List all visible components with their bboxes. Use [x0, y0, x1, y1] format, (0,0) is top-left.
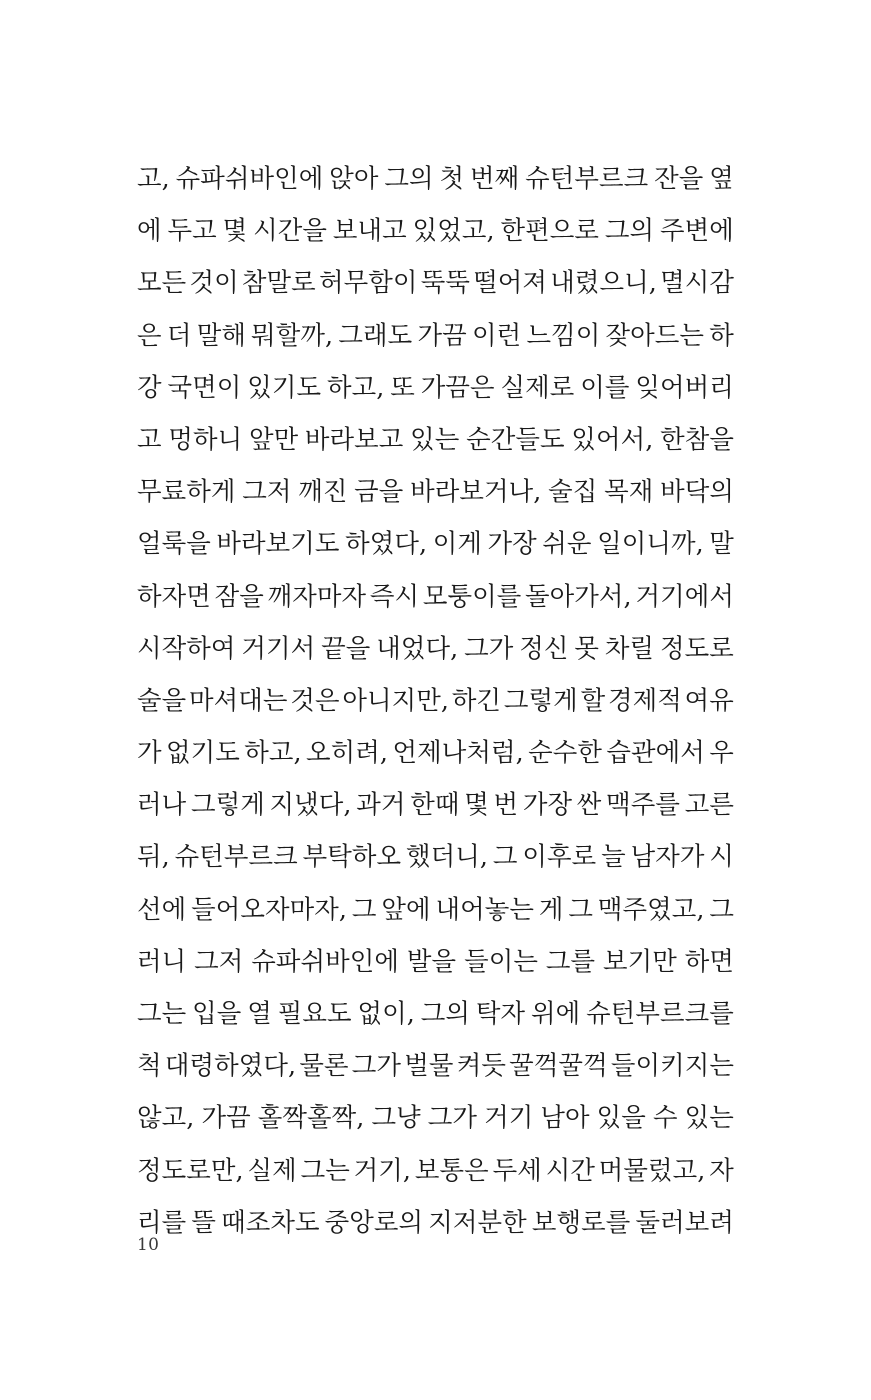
text-segment: 러나 [137, 789, 187, 820]
text-segment: 아니지만, [342, 684, 450, 715]
text-segment: 싼 [576, 789, 602, 820]
text-segment: 않고, [137, 1102, 195, 1133]
text-segment: 슈턴부르크 [174, 841, 298, 872]
text-segment: 앞에 [381, 893, 431, 924]
text-line [137, 413, 734, 465]
text-segment: 슈파쉬바인에 [251, 945, 400, 976]
text-segment: 지냈다, [269, 789, 352, 820]
text-segment: 그렇게 [190, 789, 265, 820]
text-segment: 순수한 [528, 737, 603, 768]
text-segment: 내었다, [376, 632, 459, 663]
text-segment: 주변에 [660, 215, 734, 246]
text-segment: 바닥의 [660, 476, 734, 507]
text-segment: 앉아 [329, 163, 379, 193]
text-segment: 그래도 [338, 319, 413, 350]
text-segment: 그저 [194, 945, 244, 976]
text-segment: 하고, [327, 371, 385, 402]
text-segment: 이런 [471, 319, 522, 350]
text-segment: 맥주를 [606, 789, 681, 820]
text-segment: 잔을 [654, 163, 704, 193]
text-segment: 무료하게 [137, 476, 236, 507]
text-segment: 것은 [290, 684, 340, 715]
text-line [137, 935, 734, 987]
text-segment: 번 [493, 789, 519, 820]
text-segment: 필요도 [277, 998, 352, 1028]
text-segment: 순간들도 [466, 423, 565, 454]
text-line [137, 987, 734, 1039]
text-segment: 열 [247, 998, 272, 1028]
text-segment: 그 [492, 841, 518, 872]
text-segment: 가끔 [201, 1102, 251, 1133]
text-segment: 자 [709, 1154, 734, 1185]
text-line [137, 1144, 734, 1196]
text-segment: 그 [709, 893, 734, 924]
text-segment: 있는 [410, 423, 460, 454]
text-segment: 중앙로의 [324, 1206, 424, 1237]
text-segment: 선에 [137, 893, 187, 924]
text-segment: 물론 [299, 1050, 349, 1081]
text-segment: 있어서, [571, 423, 654, 454]
text-segment: 가장 [487, 528, 537, 559]
text-segment: 돌아가서, [525, 580, 632, 611]
text-segment: 멍하니 [168, 423, 243, 454]
text-segment: 때조차도 [221, 1206, 320, 1237]
text-segment: 모퉁이를 [422, 580, 522, 611]
text-segment: 그는 [300, 1154, 350, 1185]
text-segment: 강 [137, 371, 162, 402]
text-segment: 과거 [356, 789, 406, 820]
text-segment: 남자가 [630, 841, 705, 872]
text-line [137, 1039, 734, 1091]
text-line [137, 570, 734, 622]
text-line [137, 726, 734, 778]
text-segment: 머물렀고, [598, 1154, 706, 1185]
text-segment: 우 [709, 737, 734, 768]
text-segment: 하면 [684, 945, 734, 976]
text-line [137, 204, 734, 256]
text-segment: 보기만 [602, 945, 677, 976]
text-segment: 여유 [684, 684, 734, 715]
text-segment: 둘러보려 [635, 1206, 734, 1237]
text-segment: 켜듯 [456, 1050, 506, 1081]
text-line [137, 1091, 734, 1143]
text-segment: 뭐할까, [251, 319, 334, 350]
text-segment: 하고, [244, 737, 302, 768]
text-segment: 내렸으니, [550, 267, 657, 298]
text-segment: 거기에서 [635, 580, 734, 611]
text-segment: 그가 [351, 1050, 402, 1081]
text-segment: 남아 [540, 1102, 590, 1133]
text-segment: 시간을 [253, 215, 328, 246]
text-segment: 홀짝홀짝, [257, 1102, 365, 1133]
text-segment: 깨진 [298, 476, 348, 507]
text-segment: 리를 [137, 1206, 187, 1237]
text-segment: 그는 [137, 998, 187, 1028]
text-line [137, 1196, 734, 1248]
text-segment: 거기, [353, 1154, 412, 1185]
text-segment: 경제적 [608, 684, 682, 715]
text-segment: 고른 [684, 789, 734, 820]
text-segment: 그냥 [371, 1102, 421, 1133]
text-segment: 옆 [709, 163, 734, 193]
text-segment: 발을 [406, 945, 457, 976]
text-segment: 들이는 [464, 945, 538, 976]
text-segment: 멸시감 [660, 267, 734, 298]
text-segment: 러니 [137, 945, 187, 976]
text-segment: 실제 [247, 1154, 297, 1185]
text-segment: 시간 [545, 1154, 595, 1185]
text-segment: 바라보기도 [216, 528, 340, 559]
text-segment: 잠을 [214, 580, 264, 611]
text-segment: 벌물 [404, 1050, 454, 1081]
text-segment: 시작하여 [137, 632, 236, 663]
text-segment: 앞만 [248, 423, 299, 454]
text-segment: 번째 [470, 163, 520, 193]
text-segment: 슈턴부르크 [525, 163, 649, 193]
text-segment: 말해 [196, 319, 246, 350]
text-segment: 실제로 [500, 371, 575, 402]
text-segment: 없기도 [166, 737, 240, 768]
text-segment: 고 [137, 423, 162, 454]
text-line [137, 465, 734, 517]
text-segment: 정도로 [660, 632, 734, 663]
text-segment: 들이키지는 [610, 1050, 734, 1081]
text-segment: 그저 [242, 476, 292, 507]
text-segment: 그의 [420, 998, 471, 1028]
text-segment: 참말로 [241, 267, 316, 298]
text-segment: 깨자마자 [267, 580, 367, 611]
text-segment: 가 [137, 737, 162, 768]
text-segment: 언제나처럼, [392, 737, 524, 768]
text-segment: 하자면 [137, 580, 211, 611]
text-line [137, 830, 734, 882]
text-segment: 일이니까, [597, 528, 704, 559]
text-segment: 이게 [432, 528, 482, 559]
text-segment: 고, [137, 163, 170, 193]
text-segment: 그가 [464, 632, 514, 663]
text-segment: 슈턴부르크를 [586, 998, 734, 1028]
text-segment: 그렇게 [503, 684, 578, 715]
text-segment: 보통은 [414, 1154, 489, 1185]
text-segment: 차릴 [604, 632, 655, 663]
text-segment: 말 [709, 528, 734, 559]
text-segment: 오히려, [306, 737, 389, 768]
text-segment: 바라보거나, [410, 476, 542, 507]
text-segment: 목재 [604, 476, 654, 507]
text-segment: 잦아드는 [605, 319, 705, 350]
text-segment: 그 [568, 893, 593, 924]
text-segment: 더 [166, 319, 192, 350]
text-segment: 모든 [137, 267, 187, 298]
text-segment: 두세 [492, 1154, 542, 1185]
text-segment: 술을 [137, 684, 187, 715]
text-line [137, 883, 734, 935]
text-segment: 지저분한 [428, 1206, 527, 1237]
text-segment: 그의 [384, 163, 434, 193]
text-segment: 입을 [192, 998, 242, 1028]
text-segment: 슈파쉬바인에 [175, 163, 324, 193]
text-segment: 있기도 [247, 371, 322, 402]
text-segment: 늘 [601, 841, 626, 872]
text-segment: 또 [390, 371, 415, 402]
text-segment: 정도로만, [137, 1154, 244, 1185]
text-segment: 거기서 [241, 632, 316, 663]
text-segment: 했더니, [406, 841, 489, 872]
text-segment: 못 [574, 632, 600, 663]
text-segment: 국면이 [167, 371, 242, 402]
text-line [137, 361, 734, 413]
text-segment: 대령하였다, [164, 1050, 297, 1081]
text-segment: 하였다, [345, 528, 428, 559]
text-segment: 마셔대는 [189, 684, 288, 715]
text-segment: 탁자 [475, 998, 526, 1028]
text-line [137, 256, 734, 308]
text-segment: 허무함이 [318, 267, 418, 298]
text-segment: 습관에서 [606, 737, 705, 768]
text-segment: 들어오자마자, [191, 893, 348, 924]
text-line [137, 152, 734, 204]
text-segment: 가끔은 [420, 371, 495, 402]
text-segment: 꿀꺽꿀꺽 [509, 1050, 608, 1081]
text-segment: 몇 [222, 215, 248, 246]
text-segment: 느낌이 [526, 319, 601, 350]
text-segment: 수 [652, 1102, 678, 1133]
text-segment: 잊어버리 [635, 371, 734, 402]
text-segment: 부탁하오 [302, 841, 402, 872]
text-segment: 보행로를 [531, 1206, 631, 1237]
text-segment: 한참을 [660, 423, 734, 454]
text-segment: 술집 [548, 476, 598, 507]
text-segment: 즉시 [369, 580, 420, 611]
text-segment: 가끔 [417, 319, 467, 350]
text-segment: 그의 [604, 215, 655, 246]
text-line [137, 778, 734, 830]
text-segment: 것이 [189, 267, 239, 298]
text-segment: 시 [709, 841, 734, 872]
text-segment: 끝을 [321, 632, 371, 663]
text-segment: 뚝뚝 [420, 267, 470, 298]
text-segment: 하 [709, 319, 734, 350]
page-number: 10 [137, 1235, 160, 1255]
text-segment: 쉬운 [542, 528, 592, 559]
text-line [137, 674, 734, 726]
text-segment: 이를 [580, 371, 630, 402]
text-segment: 에 [137, 215, 162, 246]
text-line [137, 309, 734, 361]
text-line [137, 622, 734, 674]
text-segment: 게 [538, 893, 564, 924]
text-segment: 보내고 [332, 215, 407, 246]
text-segment: 그 [351, 893, 377, 924]
text-segment: 얼룩을 [137, 528, 211, 559]
text-segment: 한때 [410, 789, 460, 820]
text-segment: 하긴 [451, 684, 502, 715]
text-segment: 있을 [596, 1102, 646, 1133]
text-segment: 뒤, [137, 841, 170, 872]
text-segment: 거기 [484, 1102, 534, 1133]
text-segment: 한편으로 [500, 215, 600, 246]
text-segment: 내어놓는 [435, 893, 534, 924]
text-segment: 이후로 [522, 841, 597, 872]
text-segment: 가장 [522, 789, 573, 820]
text-segment: 있었고, [412, 215, 495, 246]
text-segment: 떨어져 [473, 267, 548, 298]
text-segment: 있는 [684, 1102, 734, 1133]
text-segment: 그가 [427, 1102, 478, 1133]
text-segment: 맥주였고, [597, 893, 705, 924]
text-segment: 두고 [167, 215, 217, 246]
text-segment: 없이, [357, 998, 415, 1028]
body-text-block [137, 152, 734, 1248]
text-segment: 금을 [354, 476, 404, 507]
text-segment: 척 [137, 1050, 162, 1081]
text-segment: 할 [580, 684, 606, 715]
text-line [137, 517, 734, 569]
text-segment: 정신 [519, 632, 569, 663]
text-segment: 은 [137, 319, 162, 350]
text-segment: 그를 [545, 945, 596, 976]
text-segment: 바라보고 [304, 423, 404, 454]
text-segment: 몇 [464, 789, 489, 820]
text-segment: 첫 [439, 163, 465, 193]
text-segment: 위에 [531, 998, 581, 1028]
text-segment: 뜰 [191, 1206, 216, 1237]
